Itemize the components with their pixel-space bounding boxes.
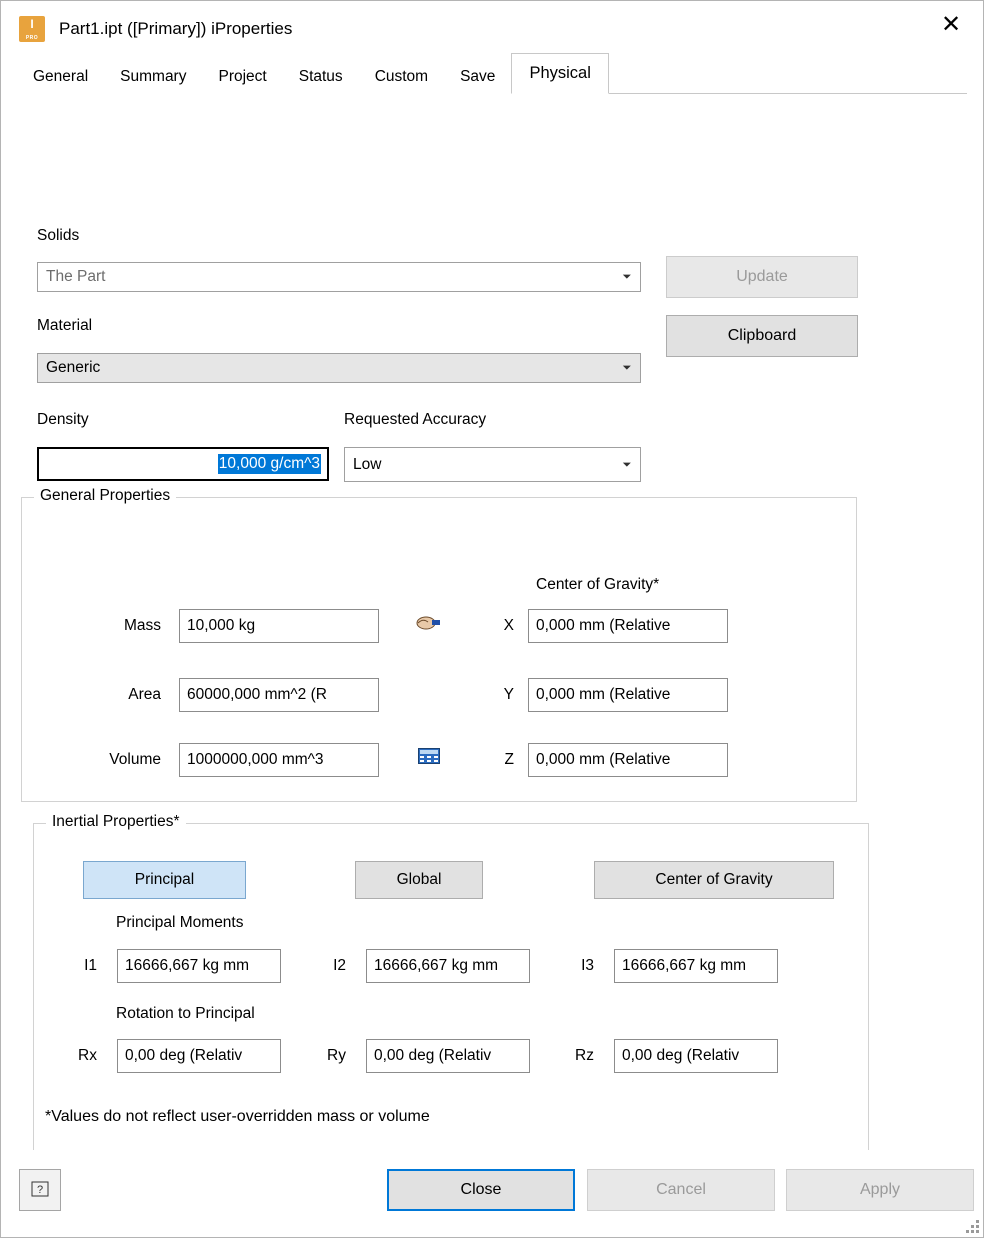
apply-button[interactable]: Apply xyxy=(786,1169,974,1211)
cog-x-label: X xyxy=(503,617,514,634)
rx-input[interactable]: 0,00 deg (Relativ xyxy=(117,1039,281,1073)
cog-z-label: Z xyxy=(504,751,514,768)
chevron-down-icon: ⏷ xyxy=(622,270,632,283)
volume-calculator-icon[interactable] xyxy=(418,748,444,768)
mass-override-icon[interactable] xyxy=(415,613,441,633)
density-value: 10,000 g/cm^3 xyxy=(218,455,320,472)
tab-strip xyxy=(17,57,967,94)
i1-input[interactable]: 16666,667 kg mm xyxy=(117,949,281,983)
i3-label: I3 xyxy=(581,957,594,974)
rx-label: Rx xyxy=(78,1047,97,1064)
i3-input[interactable]: 16666,667 kg mm xyxy=(614,949,778,983)
requested-accuracy-value: Low xyxy=(353,455,382,473)
window-title: Part1.ipt ([Primary]) iProperties xyxy=(59,19,293,38)
rz-label: Rz xyxy=(575,1047,594,1064)
rotation-to-principal-label: Rotation to Principal xyxy=(116,1005,255,1022)
inertial-footnote: *Values do not reflect user-overridden mass or volume xyxy=(45,1108,430,1125)
title-bar xyxy=(1,1,983,57)
tab-physical[interactable]: Physical xyxy=(511,53,608,94)
requested-accuracy-label: Requested Accuracy xyxy=(344,411,487,428)
material-dropdown[interactable] xyxy=(37,353,641,383)
i1-label: I1 xyxy=(84,957,97,974)
inertial-properties-title: Inertial Properties* xyxy=(46,813,186,831)
dialog-footer xyxy=(1,1150,983,1237)
solids-label: Solids xyxy=(37,227,80,244)
tab-custom[interactable]: Custom xyxy=(359,60,444,94)
cog-z-input[interactable]: 0,000 mm (Relative xyxy=(528,743,728,777)
close-icon[interactable]: ✕ xyxy=(940,10,962,38)
material-label: Material xyxy=(37,317,93,334)
close-button[interactable]: Close xyxy=(387,1169,575,1211)
clipboard-button[interactable]: Clipboard xyxy=(666,315,858,357)
i2-input[interactable]: 16666,667 kg mm xyxy=(366,949,530,983)
inertial-center-of-gravity-button[interactable]: Center of Gravity xyxy=(594,861,834,899)
density-label: Density xyxy=(37,411,89,428)
center-of-gravity-title: Center of Gravity* xyxy=(536,576,660,593)
mass-input[interactable]: 10,000 kg xyxy=(179,609,379,643)
cancel-button[interactable]: Cancel xyxy=(587,1169,775,1211)
principal-moments-label: Principal Moments xyxy=(116,914,244,931)
inertial-global-button[interactable]: Global xyxy=(355,861,483,899)
autodesk-inventor-icon: I PRO xyxy=(19,16,45,42)
material-value: Generic xyxy=(46,359,101,376)
ry-label: Ry xyxy=(327,1047,346,1064)
tab-save[interactable]: Save xyxy=(444,60,511,94)
general-properties-title: General Properties xyxy=(34,487,176,505)
resize-grip[interactable] xyxy=(966,1220,980,1234)
requested-accuracy-dropdown[interactable] xyxy=(344,447,641,482)
tab-project[interactable]: Project xyxy=(202,60,282,94)
rz-input[interactable]: 0,00 deg (Relativ xyxy=(614,1039,778,1073)
solids-value: The Part xyxy=(46,268,106,285)
mass-label: Mass xyxy=(123,617,161,634)
help-button[interactable] xyxy=(19,1169,61,1211)
volume-label: Volume xyxy=(109,751,161,768)
tab-general[interactable]: General xyxy=(17,60,104,94)
tab-summary[interactable]: Summary xyxy=(104,60,202,94)
cog-y-input[interactable]: 0,000 mm (Relative xyxy=(528,678,728,712)
tab-status[interactable]: Status xyxy=(283,60,359,94)
cog-x-input[interactable]: 0,000 mm (Relative xyxy=(528,609,728,643)
cog-y-label: Y xyxy=(503,686,514,703)
solids-dropdown[interactable] xyxy=(37,262,641,292)
chevron-down-icon: ⏷ xyxy=(622,457,632,471)
density-input[interactable] xyxy=(37,447,329,481)
ry-input[interactable]: 0,00 deg (Relativ xyxy=(366,1039,530,1073)
chevron-down-icon: ⏷ xyxy=(622,361,632,374)
area-label: Area xyxy=(128,686,161,703)
volume-input[interactable]: 1000000,000 mm^3 xyxy=(179,743,379,777)
i2-label: I2 xyxy=(333,957,346,974)
area-input[interactable]: 60000,000 mm^2 (R xyxy=(179,678,379,712)
inertial-principal-button[interactable]: Principal xyxy=(83,861,246,899)
svg-text:?: ? xyxy=(36,1184,44,1196)
update-button[interactable]: Update xyxy=(666,256,858,298)
